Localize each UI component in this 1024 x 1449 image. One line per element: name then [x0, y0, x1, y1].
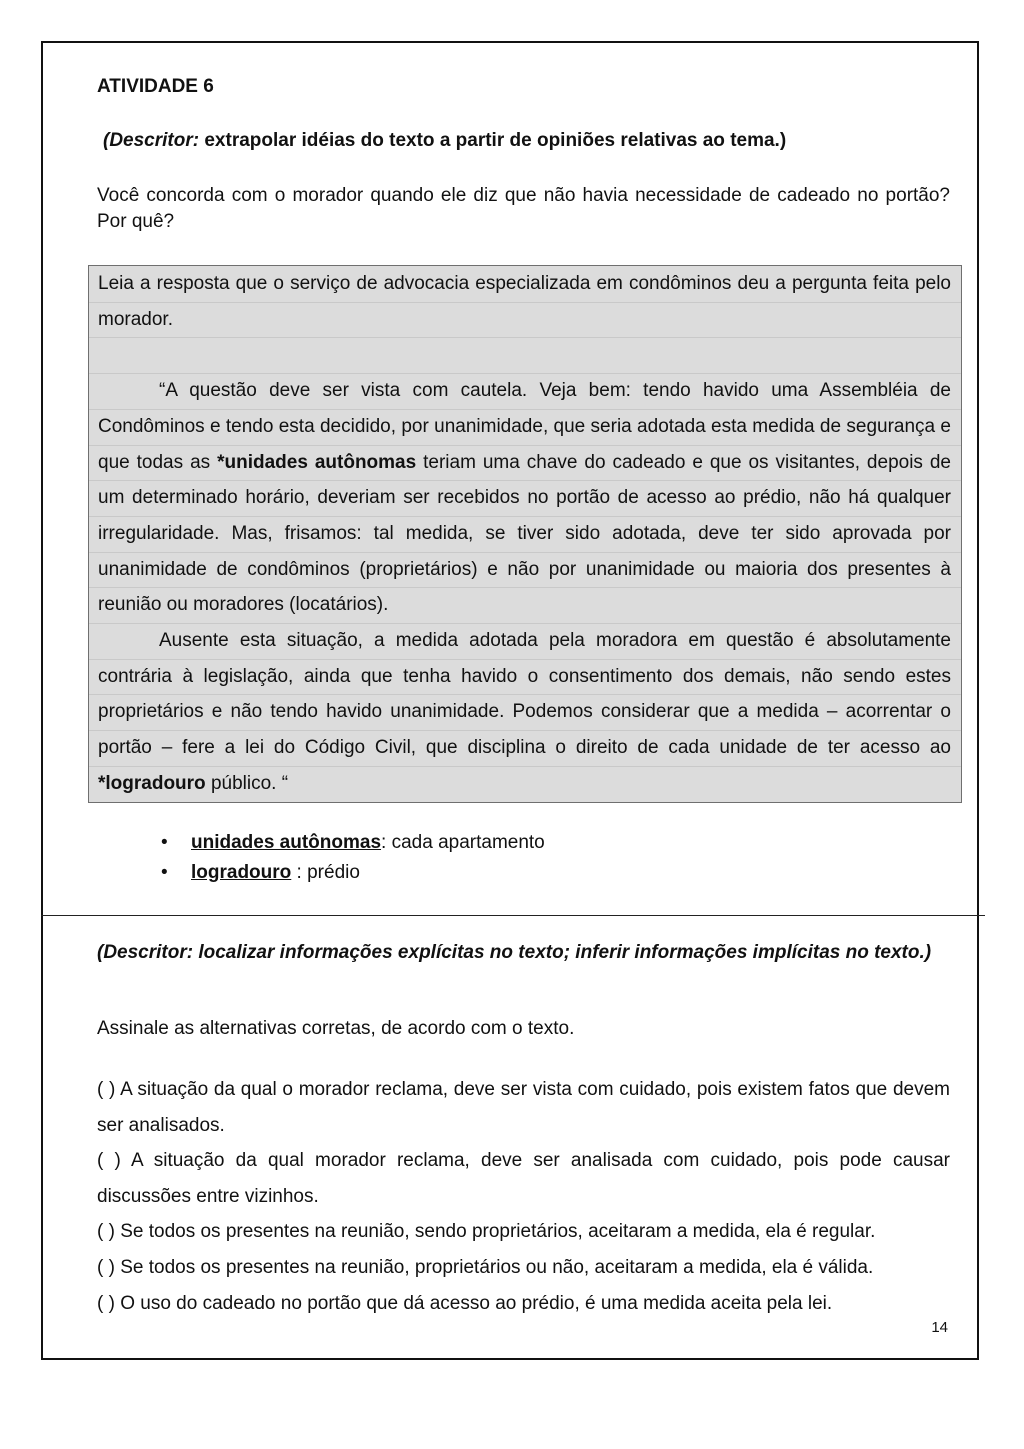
glossary-definition: : prédio	[291, 862, 360, 883]
descritor-text: extrapolar idéias do texto a partir de opiniões relativas ao tema.)	[199, 130, 787, 151]
activity-section	[43, 43, 977, 915]
option-item[interactable]: ( ) Se todos os presentes na reunião, sendo proprietários, aceitaram a medida, ela é regular.	[97, 1221, 876, 1243]
page-number: 14	[931, 1319, 948, 1336]
page-frame	[41, 41, 979, 1360]
option-item[interactable]: ( ) O uso do cadeado no portão que dá acesso ao prédio, é uma medida aceita pela lei.	[97, 1292, 833, 1314]
box-paragraph-1: “A questão deve ser vista com cautela. Veja bem: tendo havido uma Assembléia de Condôminos e tendo esta decidido, por unanimidade, que seria adotada esta medida de segurança e que todas as *unidades autônomas teriam uma chave do cadeado e que os visitantes, depois de um determinado horário, deveriam ser recebidos no portão de acesso ao prédio, não há qualquer irregularidade. Mas, frisamos: tal medida, se tiver sido adotada, deve ter sido aprovada por unanimidade de condôminos (proprietários) e não por unanimidade ou maioria dos presentes à reunião ou moradores (locatários).	[98, 380, 951, 616]
option-item[interactable]: ( ) A situação da qual o morador reclama, deve ser vista com cuidado, pois existem fatos que devem ser analisados.	[97, 1079, 950, 1136]
bullet-icon: •	[161, 832, 168, 853]
descritor-heading-2: (Descritor: localizar informações explícitas no texto; inferir informações implícitas no texto.)	[97, 942, 932, 963]
box-paragraph-2: Ausente esta situação, a medida adotada pela moradora em questão é absolutamente contrária à legislação, ainda que tenha havido o consentimento dos demais, não sendo estes proprietários e não tendo havido unanimidade. Podemos considerar que a medida – acorrentar o portão – fere a lei do Código Civil, que disciplina o direito de cada unidade de ter acesso ao *logradouro público. “	[98, 630, 951, 794]
glossary-term: unidades autônomas	[191, 832, 382, 853]
glossary-term: logradouro	[191, 862, 292, 883]
section-divider	[41, 915, 985, 916]
glossary-item	[161, 858, 515, 888]
glossary-list	[161, 828, 545, 888]
options-list	[97, 1072, 950, 1321]
glossary-definition: : cada apartamento	[381, 832, 545, 853]
box-intro: Leia a resposta que o serviço de advocacia especializada em condôminos deu a pergunta feita pelo morador.	[98, 273, 951, 330]
descritor-label: (Descritor:	[103, 130, 200, 151]
term-logradouro: *logradouro	[98, 772, 206, 794]
activity-title: ATIVIDADE 6	[97, 76, 214, 97]
term-unidades-autonomas: *unidades autônomas	[217, 451, 417, 473]
instruction-text: Assinale as alternativas corretas, de acordo com o texto.	[97, 1018, 575, 1039]
quoted-answer-box	[88, 265, 962, 803]
descritor-heading	[103, 130, 786, 152]
bullet-icon: •	[161, 862, 168, 883]
option-item[interactable]: ( ) Se todos os presentes na reunião, proprietários ou não, aceitaram a medida, ela é válida.	[97, 1256, 874, 1278]
quoted-answer-content	[98, 266, 951, 802]
question-text: Você concorda com o morador quando ele diz que não havia necessidade de cadeado no portão? Por quê?	[97, 185, 950, 232]
glossary-item	[161, 828, 545, 858]
option-item[interactable]: ( ) A situação da qual morador reclama, deve ser analisada com cuidado, pois pode causar discussões entre vizinhos.	[97, 1150, 950, 1207]
